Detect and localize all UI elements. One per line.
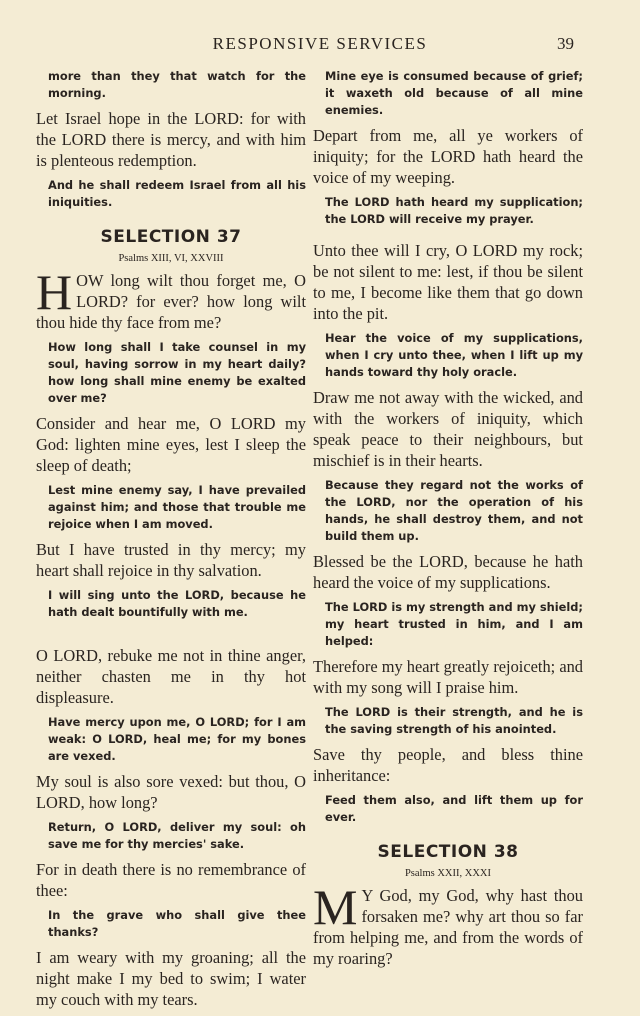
response-line: Return, O LORD, deliver my soul: oh save me for thy mercies' sake.: [48, 820, 306, 851]
verse-line: For in death there is no remembrance of thee:: [36, 860, 306, 900]
verse-line: Blessed be the LORD, because he hath heard the voice of my supplications.: [313, 552, 583, 592]
verse-line: But I have trusted in thy mercy; my heart shall rejoice in thy salvation.: [36, 540, 306, 580]
response-line: The LORD hath heard my supplication; the LORD will receive my prayer.: [325, 195, 583, 226]
drop-cap: H: [36, 264, 73, 320]
right-column: [313, 68, 583, 975]
selection-37-heading: SELECTION 37: [100, 227, 242, 247]
page-header: [0, 34, 640, 58]
selection-38-heading: SELECTION 38: [377, 842, 519, 862]
verse-line: Save thy people, and bless thine inheritance:: [313, 745, 583, 785]
verse-text: OW long wilt thou forget me, O LORD? for ever? how long wilt thou hide thy face from me?: [36, 271, 306, 332]
response-line: The LORD is my strength and my shield; my heart trusted in him, and I am helped:: [325, 600, 583, 648]
verse-line: Draw me not away with the wicked, and with the workers of iniquity, which speak peace to their neighbours, but mischief is in their hearts.: [313, 388, 583, 470]
left-column: [36, 68, 306, 1016]
verse-line: [313, 879, 583, 969]
selection-38-source: Psalms XXII, XXXI: [404, 868, 492, 879]
response-line: I will sing unto the LORD, because he hath dealt bountifully with me.: [48, 588, 306, 619]
verse-line: O LORD, rebuke me not in thine anger, neither chasten me in thy hot displeasure.: [36, 646, 306, 707]
drop-cap: M: [313, 879, 358, 935]
response-line: Because they regard not the works of the LORD, nor the operation of his hands, he shall destroy them, and not build them up.: [325, 478, 583, 543]
response-line: Mine eye is consumed because of grief; it waxeth old because of all mine enemies.: [325, 69, 583, 117]
verse-line: Depart from me, all ye workers of iniquity; for the LORD hath heard the voice of my weeping.: [313, 126, 583, 187]
response-line: Lest mine enemy say, I have prevailed against him; and those that trouble me rejoice when I am moved.: [48, 483, 306, 531]
response-line: more than they that watch for the morning.: [48, 69, 306, 100]
response-line: Hear the voice of my supplications, when I cry unto thee, when I lift up my hands toward thy holy oracle.: [325, 331, 583, 379]
spacer: [36, 627, 306, 645]
verse-line: I am weary with my groaning; all the night make I my bed to swim; I water my couch with my tears.: [36, 948, 306, 1009]
verse-line: [36, 264, 306, 333]
verse-line: My soul is also sore vexed: but thou, O LORD, how long?: [36, 772, 306, 812]
running-title: RESPONSIVE SERVICES: [212, 34, 428, 53]
selection-37-source: Psalms XIII, VI, XXVIII: [118, 253, 224, 264]
verse-line: Unto thee will I cry, O LORD my rock; be not silent to me: lest, if thou be silent to me, I become like them that go down into the pit.: [313, 241, 583, 323]
response-line: In the grave who shall give thee thanks?: [48, 908, 306, 939]
page-number: 39: [557, 34, 574, 53]
response-line: Feed them also, and lift them up for ever.: [325, 793, 583, 824]
verse-line: Let Israel hope in the LORD: for with the LORD there is mercy, and with him is plenteous redemption.: [36, 109, 306, 170]
response-line: Have mercy upon me, O LORD; for I am weak: O LORD, heal me; for my bones are vexed.: [48, 715, 306, 763]
verse-text: Y God, my God, why hast thou forsaken me? why art thou so far from helping me, and from the words of my roaring?: [313, 886, 583, 968]
response-line: The LORD is their strength, and he is the saving strength of his anointed.: [325, 705, 583, 736]
response-line: How long shall I take counsel in my soul, having sorrow in my heart daily? how long shall mine enemy be exalted over me?: [48, 340, 306, 405]
response-line: And he shall redeem Israel from all his iniquities.: [48, 178, 306, 209]
verse-line: Therefore my heart greatly rejoiceth; and with my song will I praise him.: [313, 657, 583, 697]
verse-line: Consider and hear me, O LORD my God: lighten mine eyes, lest I sleep the sleep of death;: [36, 414, 306, 475]
